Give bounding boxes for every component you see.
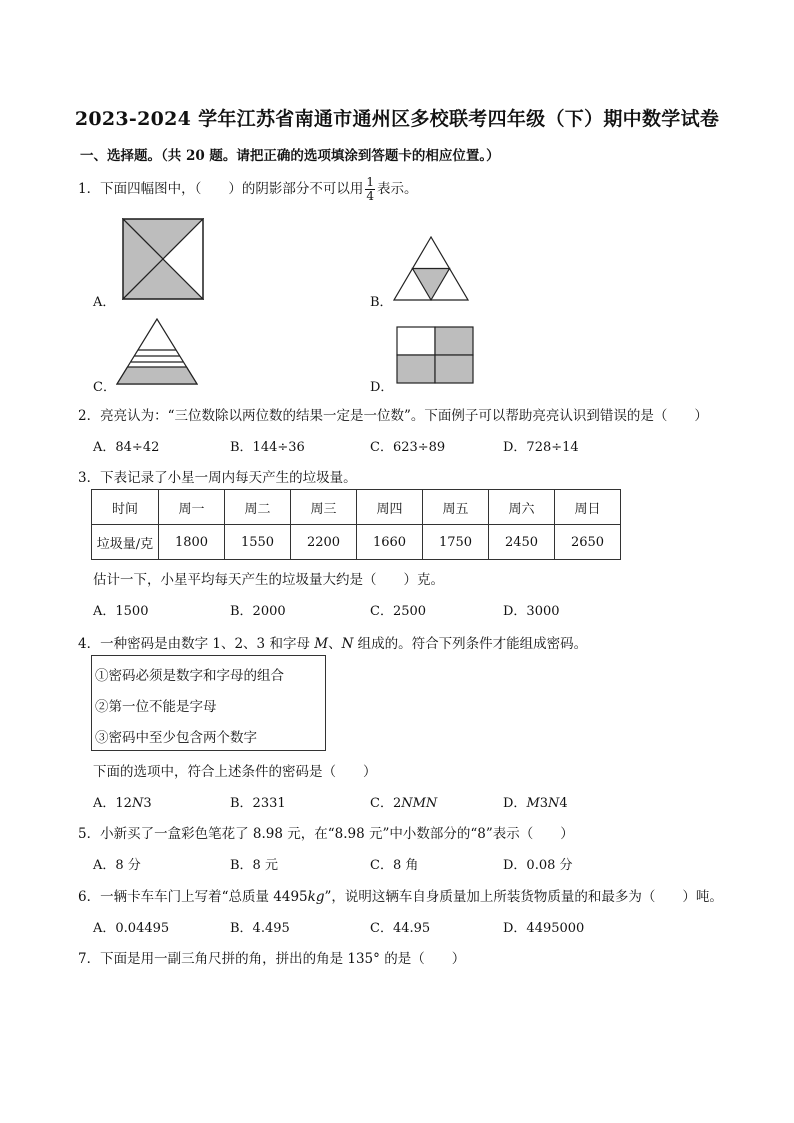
q4-option-d-post: 4 xyxy=(559,796,568,811)
q4-option-a-pre: A．12 xyxy=(93,796,132,811)
fraction-denominator: 4 xyxy=(366,189,374,203)
q2-option-d: D．728÷14 xyxy=(503,440,579,455)
q1-option-a-label: A． xyxy=(93,295,116,310)
rule-1: ①密码必须是数字和字母的组合 xyxy=(95,668,284,684)
table-cell: 垃圾量/克 xyxy=(92,525,159,560)
q4-option-c-pre: C．2 xyxy=(370,796,402,811)
q6-option-a: A．0.04495 xyxy=(93,921,170,936)
q3-option-b: B．2000 xyxy=(230,604,286,619)
section-heading: 一、选择题。（共 20 题。请把正确的选项填涂到答题卡的相应位置。） xyxy=(80,148,500,164)
q2-option-c: C．623÷89 xyxy=(370,440,446,455)
q3-option-a: A．1500 xyxy=(93,604,149,619)
q6-option-c: C．44.95 xyxy=(370,921,431,936)
table-cell: 2650 xyxy=(555,525,621,560)
q5-option-c: C．8 角 xyxy=(370,858,419,873)
fraction-numerator: 1 xyxy=(366,175,374,189)
q4-option-c-italic: NMN xyxy=(401,796,438,811)
question-3-text: 3．下表记录了小星一周内每天产生的垃圾量。 xyxy=(78,470,357,486)
question-2-text: 2．亮亮认为：“三位数除以两位数的结果一定是一位数”。下面例子可以帮助亮亮认识到错误的是（ ） xyxy=(78,408,708,424)
table-cell: 1800 xyxy=(159,525,225,560)
q4-option-d xyxy=(503,792,568,811)
table-header-cell: 周日 xyxy=(555,490,621,525)
q6-option-d: D．4495000 xyxy=(503,921,585,936)
table-cell: 1750 xyxy=(423,525,489,560)
table-cell: 2200 xyxy=(291,525,357,560)
question-1-text: 1．下面四幅图中，（ ）的阴影部分不可以用 xyxy=(78,181,364,197)
q1-figure-c-triangle xyxy=(116,318,198,386)
question-5-text: 5．小新买了一盒彩色笔花了 8.98 元，在“8.98 元”中小数部分的“8”表示（ ） xyxy=(78,826,574,842)
q5-option-a: A．8 分 xyxy=(93,858,141,873)
table-header-cell: 周三 xyxy=(291,490,357,525)
question-4-text-a: 4．一种密码是由数字 1、2、3 和字母 xyxy=(78,636,315,652)
table-cell: 1550 xyxy=(225,525,291,560)
q1-figure-b-triangle xyxy=(393,236,469,302)
q4-option-d-pre: D． xyxy=(503,796,527,811)
password-rules-box xyxy=(91,655,326,751)
q4-option-a-post: 3 xyxy=(143,796,152,811)
q2-option-a: A．84÷42 xyxy=(93,440,160,455)
letter-n: N xyxy=(341,636,354,652)
table-header-row xyxy=(92,490,621,525)
q1-option-d-label: D． xyxy=(370,380,394,395)
q6-option-b: B．4.495 xyxy=(230,921,290,936)
q1-option-c-label: C． xyxy=(93,380,116,395)
rule-3: ③密码中至少包含两个数字 xyxy=(95,730,257,746)
table-header-cell: 时间 xyxy=(92,490,159,525)
table-header-cell: 周六 xyxy=(489,490,555,525)
question-1 xyxy=(78,176,417,203)
q4-option-d-italic-2: N xyxy=(548,796,560,811)
q3-option-c: C．2500 xyxy=(370,604,427,619)
q1-option-b-label: B． xyxy=(370,295,393,310)
table-header-cell: 周五 xyxy=(423,490,489,525)
question-4-text xyxy=(78,632,587,652)
question-4-text-b: 组成的。符合下列条件才能组成密码。 xyxy=(353,636,588,652)
fraction-one-quarter xyxy=(365,176,375,203)
q5-option-d: D．0.08 分 xyxy=(503,858,573,873)
table-header-cell: 周二 xyxy=(225,490,291,525)
q4-option-b: B．2331 xyxy=(230,796,286,811)
separator: 、 xyxy=(328,636,342,652)
q5-option-b: B．8 元 xyxy=(230,858,278,873)
question-1-text-end: 表示。 xyxy=(376,181,418,197)
q1-figure-a-square xyxy=(122,218,204,300)
unit-kg: kg xyxy=(307,889,325,905)
question-7-text: 7．下面是用一副三角尺拼的角，拼出的角是 135° 的是（ ） xyxy=(78,951,466,967)
question-4-ask: 下面的选项中，符合上述条件的密码是（ ） xyxy=(93,764,377,780)
question-6-text-a: 6．一辆卡车车门上写着“总质量 4495 xyxy=(78,889,308,905)
question-6-text xyxy=(78,885,723,905)
q4-option-a xyxy=(93,792,152,811)
q2-option-b: B．144÷36 xyxy=(230,440,305,455)
q4-option-c xyxy=(370,792,437,811)
table-row xyxy=(92,525,621,560)
table-header-cell: 周四 xyxy=(357,490,423,525)
table-cell: 1660 xyxy=(357,525,423,560)
letter-m: M xyxy=(314,636,329,652)
q1-figure-d-rectangle xyxy=(396,326,474,384)
q4-option-d-mid: 3 xyxy=(539,796,549,811)
table-header-cell: 周一 xyxy=(159,490,225,525)
rule-2: ②第一位不能是字母 xyxy=(95,699,217,715)
q4-option-d-italic-1: M xyxy=(526,796,540,811)
question-3-ask: 估计一下，小星平均每天产生的垃圾量大约是（ ）克。 xyxy=(93,572,444,588)
question-6-text-b: ”，说明这辆车自身质量加上所装货物质量的和最多为（ ）吨。 xyxy=(324,889,723,905)
waste-table xyxy=(91,489,621,560)
table-cell: 2450 xyxy=(489,525,555,560)
q4-option-a-italic: N xyxy=(131,796,144,811)
q3-option-d: D．3000 xyxy=(503,604,560,619)
page-title: 2023-2024 学年江苏省南通市通州区多校联考四年级（下）期中数学试卷 xyxy=(74,108,720,130)
